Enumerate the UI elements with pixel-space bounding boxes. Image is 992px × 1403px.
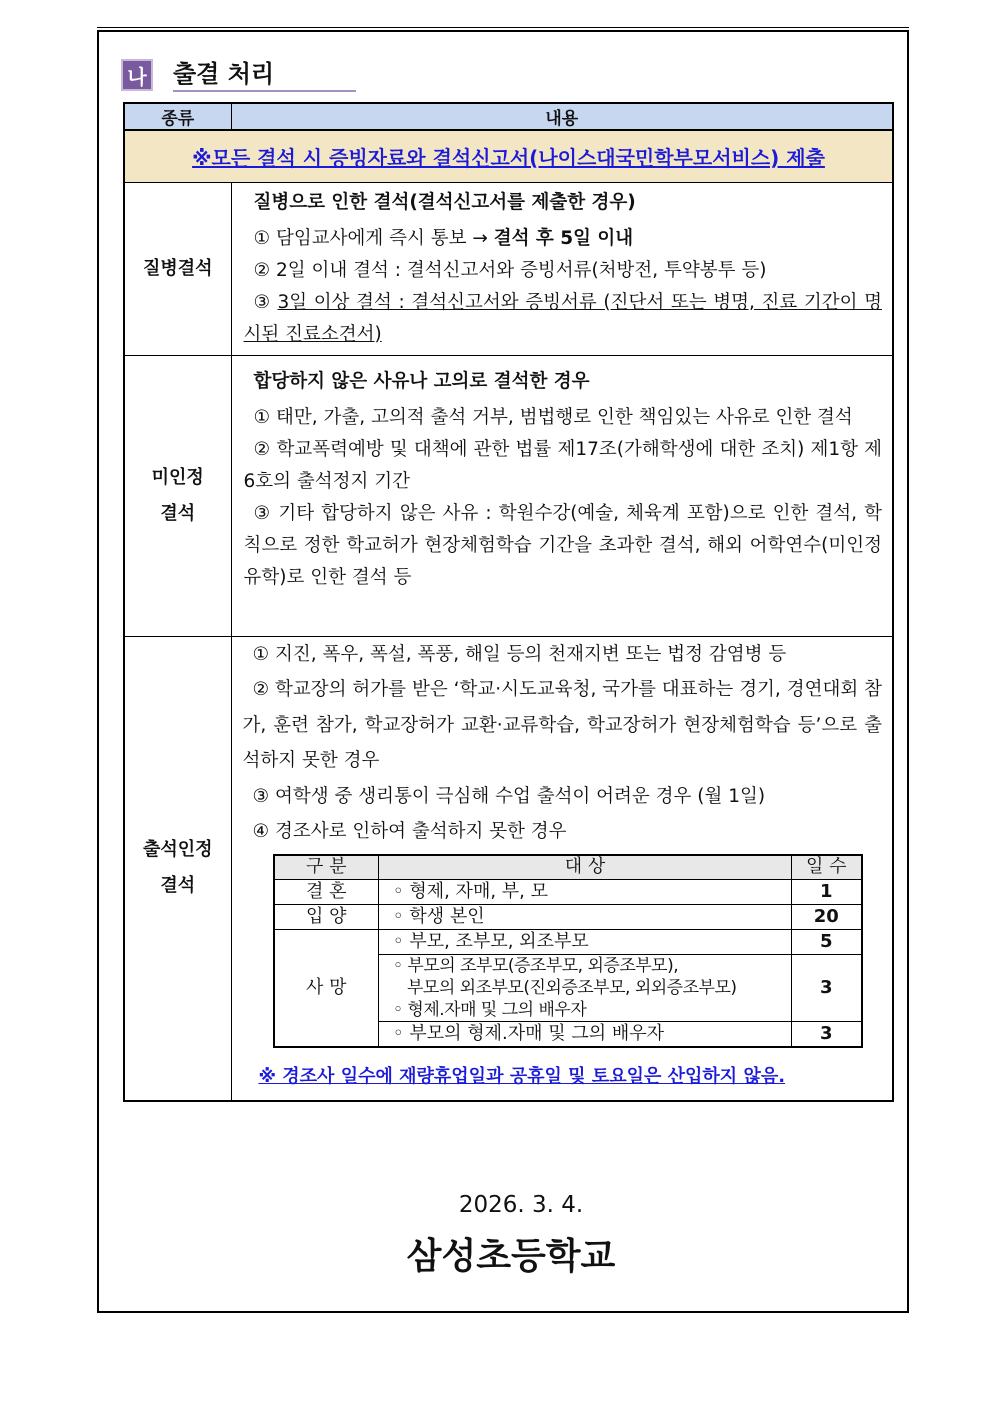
table-row: 사 망 ◦ 부모, 조부모, 외조부모 5: [274, 930, 862, 955]
section-title: 출결 처리: [173, 58, 356, 92]
top-rule: [97, 27, 909, 28]
excused-item-1: ① 지진, 폭우, 폭설, 폭풍, 해일 등의 천재지변 또는 법정 감염병 등: [252, 643, 787, 665]
unexcused-item-3: ③ 기타 합당하지 않은 사유 : 학원수강(예술, 체육계 포함)으로 인한 결석, 학칙으로 정한 학교허가 현장체험학습 기간을 초과한 결석, 해외 어학연수(미인정 유학)로 인한 결석 등: [243, 502, 882, 588]
notice-row: [124, 130, 893, 182]
family-event-table: [273, 854, 863, 1048]
section-badge: 나: [121, 59, 153, 91]
excused-item-2: ② 학교장의 허가를 받은 ‘학교·시도교육청, 국가를 대표하는 경기, 경연대회 참가, 훈련 참가, 학교장허가 교환·교류학습, 학교장허가 현장체험학습 등’으로 출석하지 못한 경우: [242, 679, 882, 771]
attendance-table: [123, 102, 894, 1102]
footnote: ※ 경조사 일수에 재량휴업일과 공휴일 및 토요일은 산입하지 않음.: [258, 1065, 786, 1087]
illness-item-2: ② 2일 이내 결석 : 결석신고서와 증빙서류(처방전, 투약봉투 등): [253, 259, 767, 281]
table-row-illness: [124, 182, 893, 355]
table-row: 결 혼 ◦ 형제, 자매, 부, 모 1: [274, 880, 862, 905]
excused-item-3: ③ 여학생 중 생리통이 극심해 수업 출석이 어려운 경우 (월 1일): [252, 785, 766, 807]
section-heading: [121, 58, 356, 92]
kind-unexcused: 미인정 결석: [124, 355, 231, 636]
table-header-row: [124, 103, 893, 130]
illness-item-3: ③ 3일 이상 결석 : 결석신고서와 증빙서류 (진단서 또는 병명, 진료 기간이 명시된 진료소견서): [243, 291, 882, 345]
table-row: 입 양 ◦ 학생 본인 20: [274, 905, 862, 930]
table-row-excused: [124, 636, 893, 1101]
illness-item-1: ① 담임교사에게 즉시 통보 → 결석 후 5일 이내: [253, 227, 634, 249]
sub-header-row: 구 분 대 상 일 수: [274, 855, 862, 880]
table-row-unexcused: [124, 355, 893, 636]
unexcused-title: 합당하지 않은 사유나 고의로 결석한 경우: [253, 370, 590, 392]
header-kind: 종류: [124, 103, 231, 130]
notice-text: ※모든 결석 시 증빙자료와 결석신고서(나이스대국민학부모서비스) 제출: [192, 145, 825, 170]
kind-excused: 출석인정 결석: [124, 636, 231, 1101]
header-content: 내용: [231, 103, 893, 130]
kind-illness: 질병결석: [124, 182, 231, 355]
unexcused-item-2: ② 학교폭력예방 및 대책에 관한 법률 제17조(가해학생에 대한 조치) 제1항 제6호의 출석정지 기간: [243, 438, 882, 492]
table-row: ◦ 부모의 조부모(증조부모, 외증조부모), 부모의 외조부모(진외증조부모, 외외증조부모) ◦ 형제.자매 및 그의 배우자 3: [274, 955, 862, 1022]
excused-item-4: ④ 경조사로 인하여 출석하지 못한 경우: [252, 821, 567, 842]
illness-title: 질병으로 인한 결석(결석신고서를 제출한 경우): [253, 191, 636, 213]
school-name: 삼성초등학교: [406, 1235, 616, 1277]
unexcused-item-1: ① 태만, 가출, 고의적 출석 거부, 범법행로 인한 책임있는 사유로 인한 결석: [253, 406, 853, 428]
document-date: 2026. 3. 4.: [458, 1192, 584, 1218]
table-row: ◦ 부모의 형제.자매 및 그의 배우자 3: [274, 1022, 862, 1047]
